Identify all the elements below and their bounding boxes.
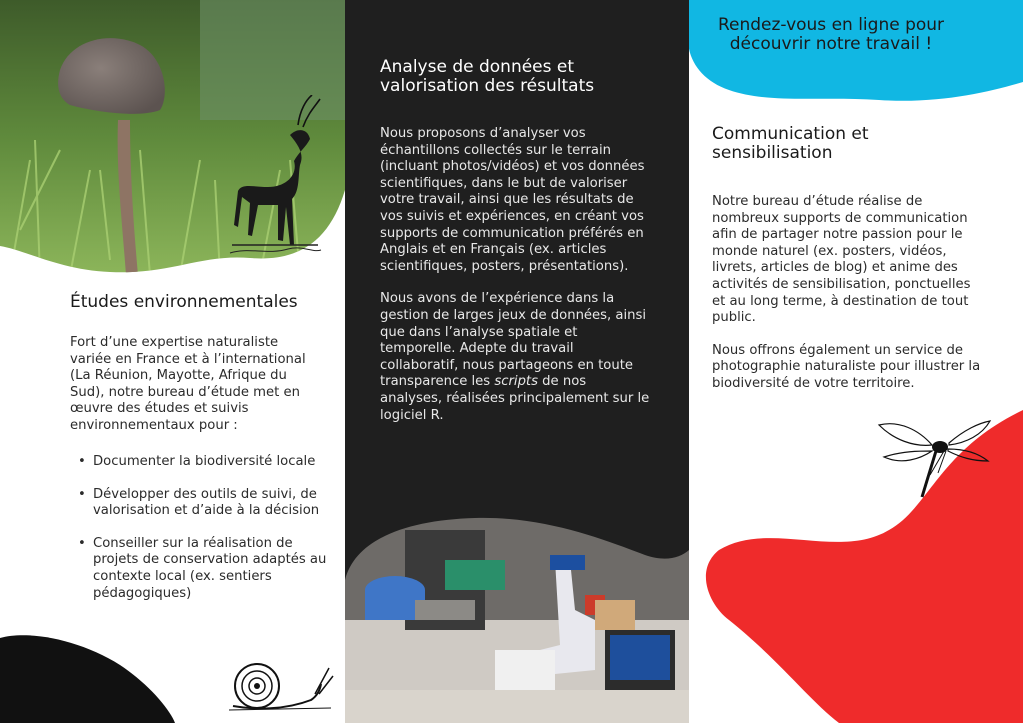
analyse-paragraph-2: Nous avons de l’expérience dans la gestion de larges jeux de données, ainsi que dans l’analyse spatiale et temporelle. Adepte du travail collaboratif, nous partageons en toute transparence les scripts de nos analyses, réalisées principalement sur le logiciel R. [380, 291, 650, 423]
left-panel [0, 0, 345, 723]
communication-paragraph-2: Nous offrons également un service de photographie naturaliste pour illustrer la biodiversité de votre territoire. [712, 342, 981, 391]
etudes-bullet-list [78, 454, 333, 618]
section-title-communication: Communication et sensibilisation [712, 124, 869, 163]
etudes-intro-text: Fort d’une expertise naturaliste variée en France et à l’international (La Réunion, Mayotte, Afrique du Sud), notre bureau d’étude met en œuvre des études et suivis environnementaux pour : [70, 335, 306, 433]
online-call-to-action: Rendez-vous en ligne pour découvrir notre travail ! [717, 15, 945, 54]
list-item: • Développer des outils de suivi, de valorisation et d’aide à la décision [78, 487, 333, 520]
dragonfly-illustration [874, 415, 994, 500]
snail-illustration [225, 660, 335, 715]
lab-photo [345, 500, 689, 723]
analyse-paragraph-1: Nous proposons d’analyser vos échantillons collectés sur le terrain (incluant photos/vidéos) et vos données scientifiques, dans le but de valoriser votre travail, ainsi que les résultats de vos suivis et expériences, en créant vos supports de communication préférés en Anglais et en Français (ex. articles scientifiques, posters, présentations). [380, 126, 645, 274]
communication-paragraph-1: Notre bureau d’étude réalise de nombreux supports de communication afin de partager notre passion pour le monde naturel (ex. posters, vidéos, livrets, articles de blog) et anime des activités de sensibilisation, ponctuelles et au long terme, à destination de tout public. [712, 194, 971, 326]
list-item: • Documenter la biodiversité locale [78, 454, 333, 471]
list-item: • Conseiller sur la réalisation de projets de conservation adaptés au contexte local (ex. sentiers pédagogiques) [78, 536, 333, 602]
communication-text [712, 194, 987, 409]
analyse-text [380, 126, 650, 440]
section-title-analyse: Analyse de données et valorisation des résultats [380, 57, 595, 96]
middle-panel [345, 0, 689, 723]
section-title-etudes: Études environnementales [70, 292, 298, 312]
scripts-emphasis: scripts [494, 374, 538, 390]
gazelle-illustration [228, 95, 323, 260]
right-panel [689, 0, 1023, 723]
